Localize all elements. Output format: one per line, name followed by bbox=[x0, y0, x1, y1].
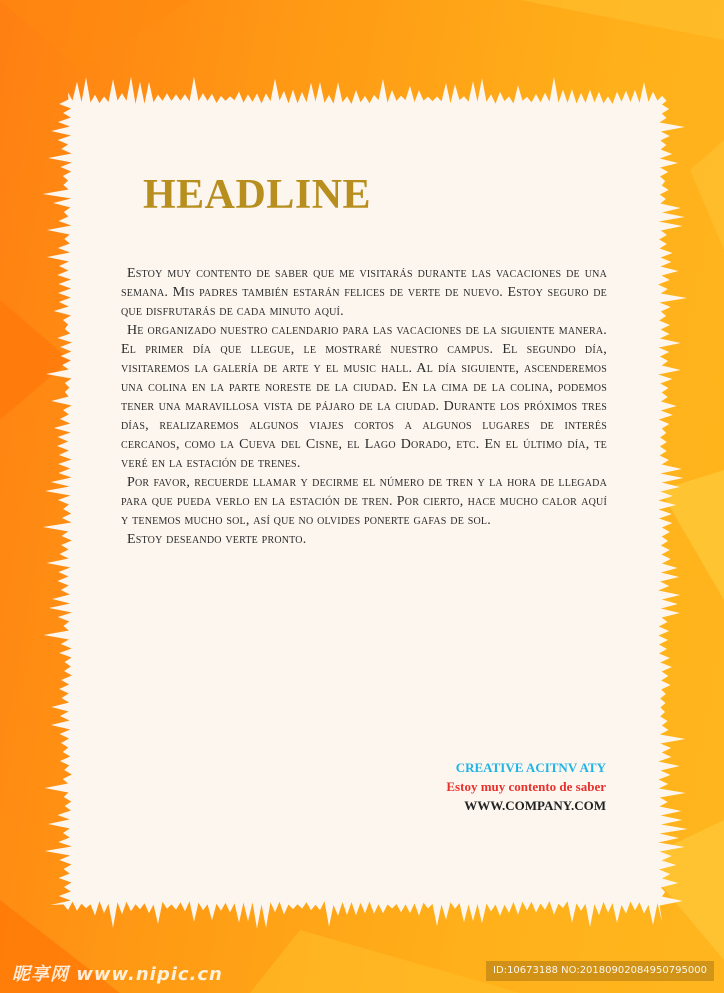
paragraph-3: Por favor, recuerde llamar y decirme el número de tren y la hora de llegada para que pueda verlo en la estación de tren. Por cierto, hace mucho calor aquí y tenemos mucho sol, así que no olvides ponerte gafas de sol. bbox=[121, 475, 607, 528]
letter-body bbox=[121, 264, 607, 549]
brand-name: CREATIVE ACITNV ATY bbox=[455, 760, 606, 775]
website-link[interactable]: WWW.COMPANY.COM bbox=[464, 798, 606, 813]
watermark-id: ID:10673188 NO:20180902084950795000 bbox=[486, 961, 714, 981]
tagline: Estoy muy contento de saber bbox=[446, 779, 606, 794]
paragraph-1: Estoy muy contento de saber que me visitarás durante las vacaciones de una semana. Mis padres también estarán felices de verte de nuevo. Estoy seguro de que disfrutarás de cada minuto aquí. bbox=[121, 266, 607, 319]
signature-block bbox=[446, 758, 606, 815]
paragraph-4: Estoy deseando verte pronto. bbox=[127, 532, 307, 547]
watermark-logo: 昵享网 www.nipic.cn bbox=[12, 964, 223, 985]
headline: HEADLINE bbox=[143, 172, 372, 218]
paragraph-2: He organizado nuestro calendario para las vacaciones de la siguiente manera. El primer día que llegue, le mostraré nuestro campus. El segundo día, visitaremos la galería de arte y el music hall. Al día siguiente, ascenderemos una colina en la parte noreste de la ciudad. En la cima de la colina, podemos tener una maravillosa vista de pájaro de la ciudad. Durante los próximos tres días, realizaremos algunos viajes cortos a algunos lugares de interés cercanos, como la Cueva del Cisne, el Lago Dorado, etc. En el último día, te veré en la estación de trenes. bbox=[121, 323, 607, 471]
